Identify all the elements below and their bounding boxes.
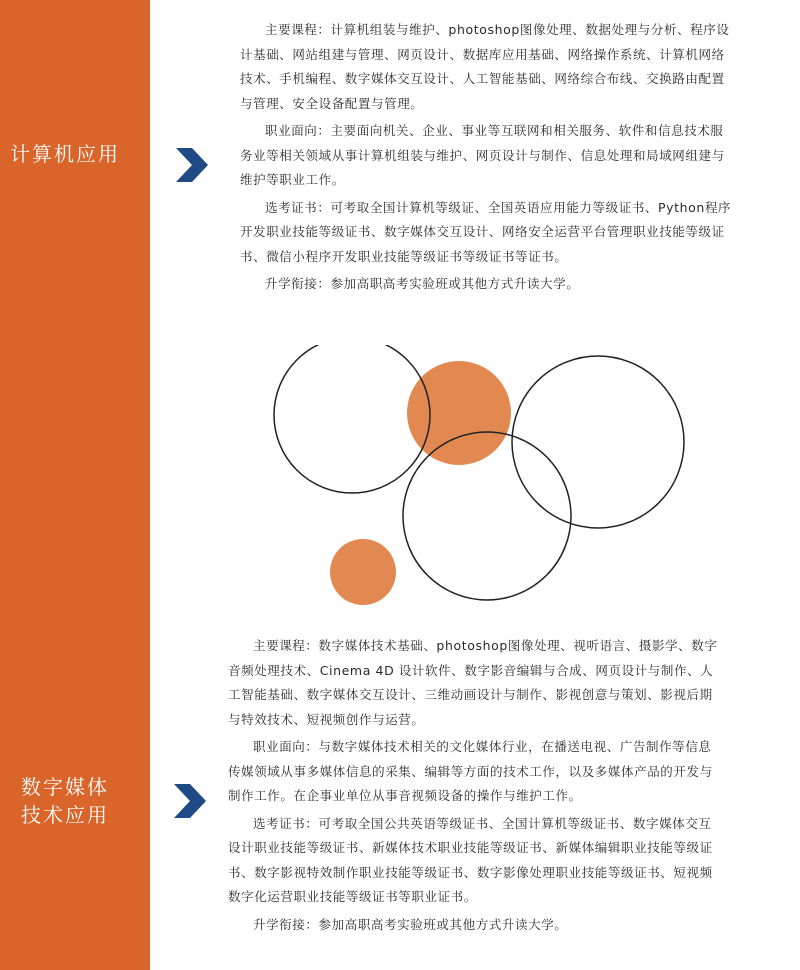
paragraph-text: 主要面向机关、企业、事业等互联网和相关服务、软件和信息技术服务业等相关领域从事计算机组装与维护、网页设计与制作、信息处理和局域网组建与维护等职业工作。	[240, 123, 725, 187]
paragraph-text: 与数字媒体技术相关的文化媒体行业，在播送电视、广告制作等信息传媒领域从事多媒体信息的采集、编辑等方面的技术工作，以及多媒体产品的开发与制作工作。在企事业单位从事音视频设备的操作与维护工作。	[228, 739, 713, 803]
paragraph-text: 参加高职高考实验班或其他方式升读大学。	[330, 276, 580, 291]
outline-circle	[403, 432, 571, 600]
paragraph-text: 数字媒体技术基础、photoshop图像处理、视听语言、摄影学、数字音频处理技术、Cinema 4D 设计软件、数字影音编辑与合成、网页设计与制作、人工智能基础、数字媒体交互设计、三维动画设计与制作、影视创意与策划、影视后期与特效技术、短视频创作与运营。	[228, 638, 718, 727]
paragraph-text: 可考取全国公共英语等级证书、全国计算机等级证书、数字媒体交互设计职业技能等级证书、新媒体技术职业技能等级证书、新媒体编辑职业技能等级证书、数字影视特效制作职业技能等级证书、数字影像处理职业技能等级证书、短视频数字化运营职业技能等级证书等职业证书。	[228, 815, 713, 904]
outline-circle	[274, 345, 430, 493]
major-title-line: 计算机应用	[10, 142, 120, 166]
paragraph-text: 参加高职高考实验班或其他方式升读大学。	[318, 916, 568, 932]
paragraph-courses	[240, 18, 735, 116]
paragraph-courses	[228, 634, 723, 732]
chevron-right-icon	[172, 146, 210, 184]
paragraph-label: 选考证书：	[253, 815, 319, 831]
major-title-line: 技术应用	[21, 803, 109, 827]
paragraph-label: 选考证书：	[265, 199, 331, 215]
chevron-right-icon	[170, 782, 208, 820]
major-title-digital-media	[0, 773, 140, 829]
paragraph-further-study	[240, 272, 735, 297]
paragraph-label: 主要课程：	[265, 22, 331, 37]
major-title-computer	[0, 140, 140, 168]
paragraph-career	[240, 119, 735, 193]
orange-circle	[330, 539, 396, 605]
paragraph-certificates	[240, 196, 735, 270]
paragraph-label: 职业面向：	[265, 123, 331, 138]
paragraph-certificates	[228, 812, 723, 910]
paragraph-career	[228, 735, 723, 809]
decorative-circles	[265, 345, 695, 615]
paragraph-label: 职业面向：	[253, 739, 319, 754]
paragraph-text: 计算机组装与维护、photoshop图像处理、数据处理与分析、程序设计基础、网站组建与管理、网页设计、数据库应用基础、网络操作系统、计算机网络技术、手机编程、数字媒体交互设计、人工智能基础、网络综合布线、交换路由配置与管理、安全设备配置与管理。	[240, 22, 730, 111]
paragraph-label: 主要课程：	[253, 638, 319, 653]
paragraph-label: 升学衔接：	[265, 276, 331, 291]
paragraph-label: 升学衔接：	[253, 916, 319, 932]
outline-circle	[512, 356, 684, 528]
major-title-line: 数字媒体	[21, 775, 109, 799]
paragraph-further-study	[228, 913, 723, 938]
paragraph-text: 可考取全国计算机等级证、全国英语应用能力等级证书、Python程序开发职业技能等级证书、数字媒体交互设计、网络安全运营平台管理职业技能等级证书、微信小程序开发职业技能等级证书等级证书等证书。	[240, 199, 732, 264]
major-section-digital-media	[228, 634, 723, 940]
major-section-computer	[240, 18, 735, 300]
